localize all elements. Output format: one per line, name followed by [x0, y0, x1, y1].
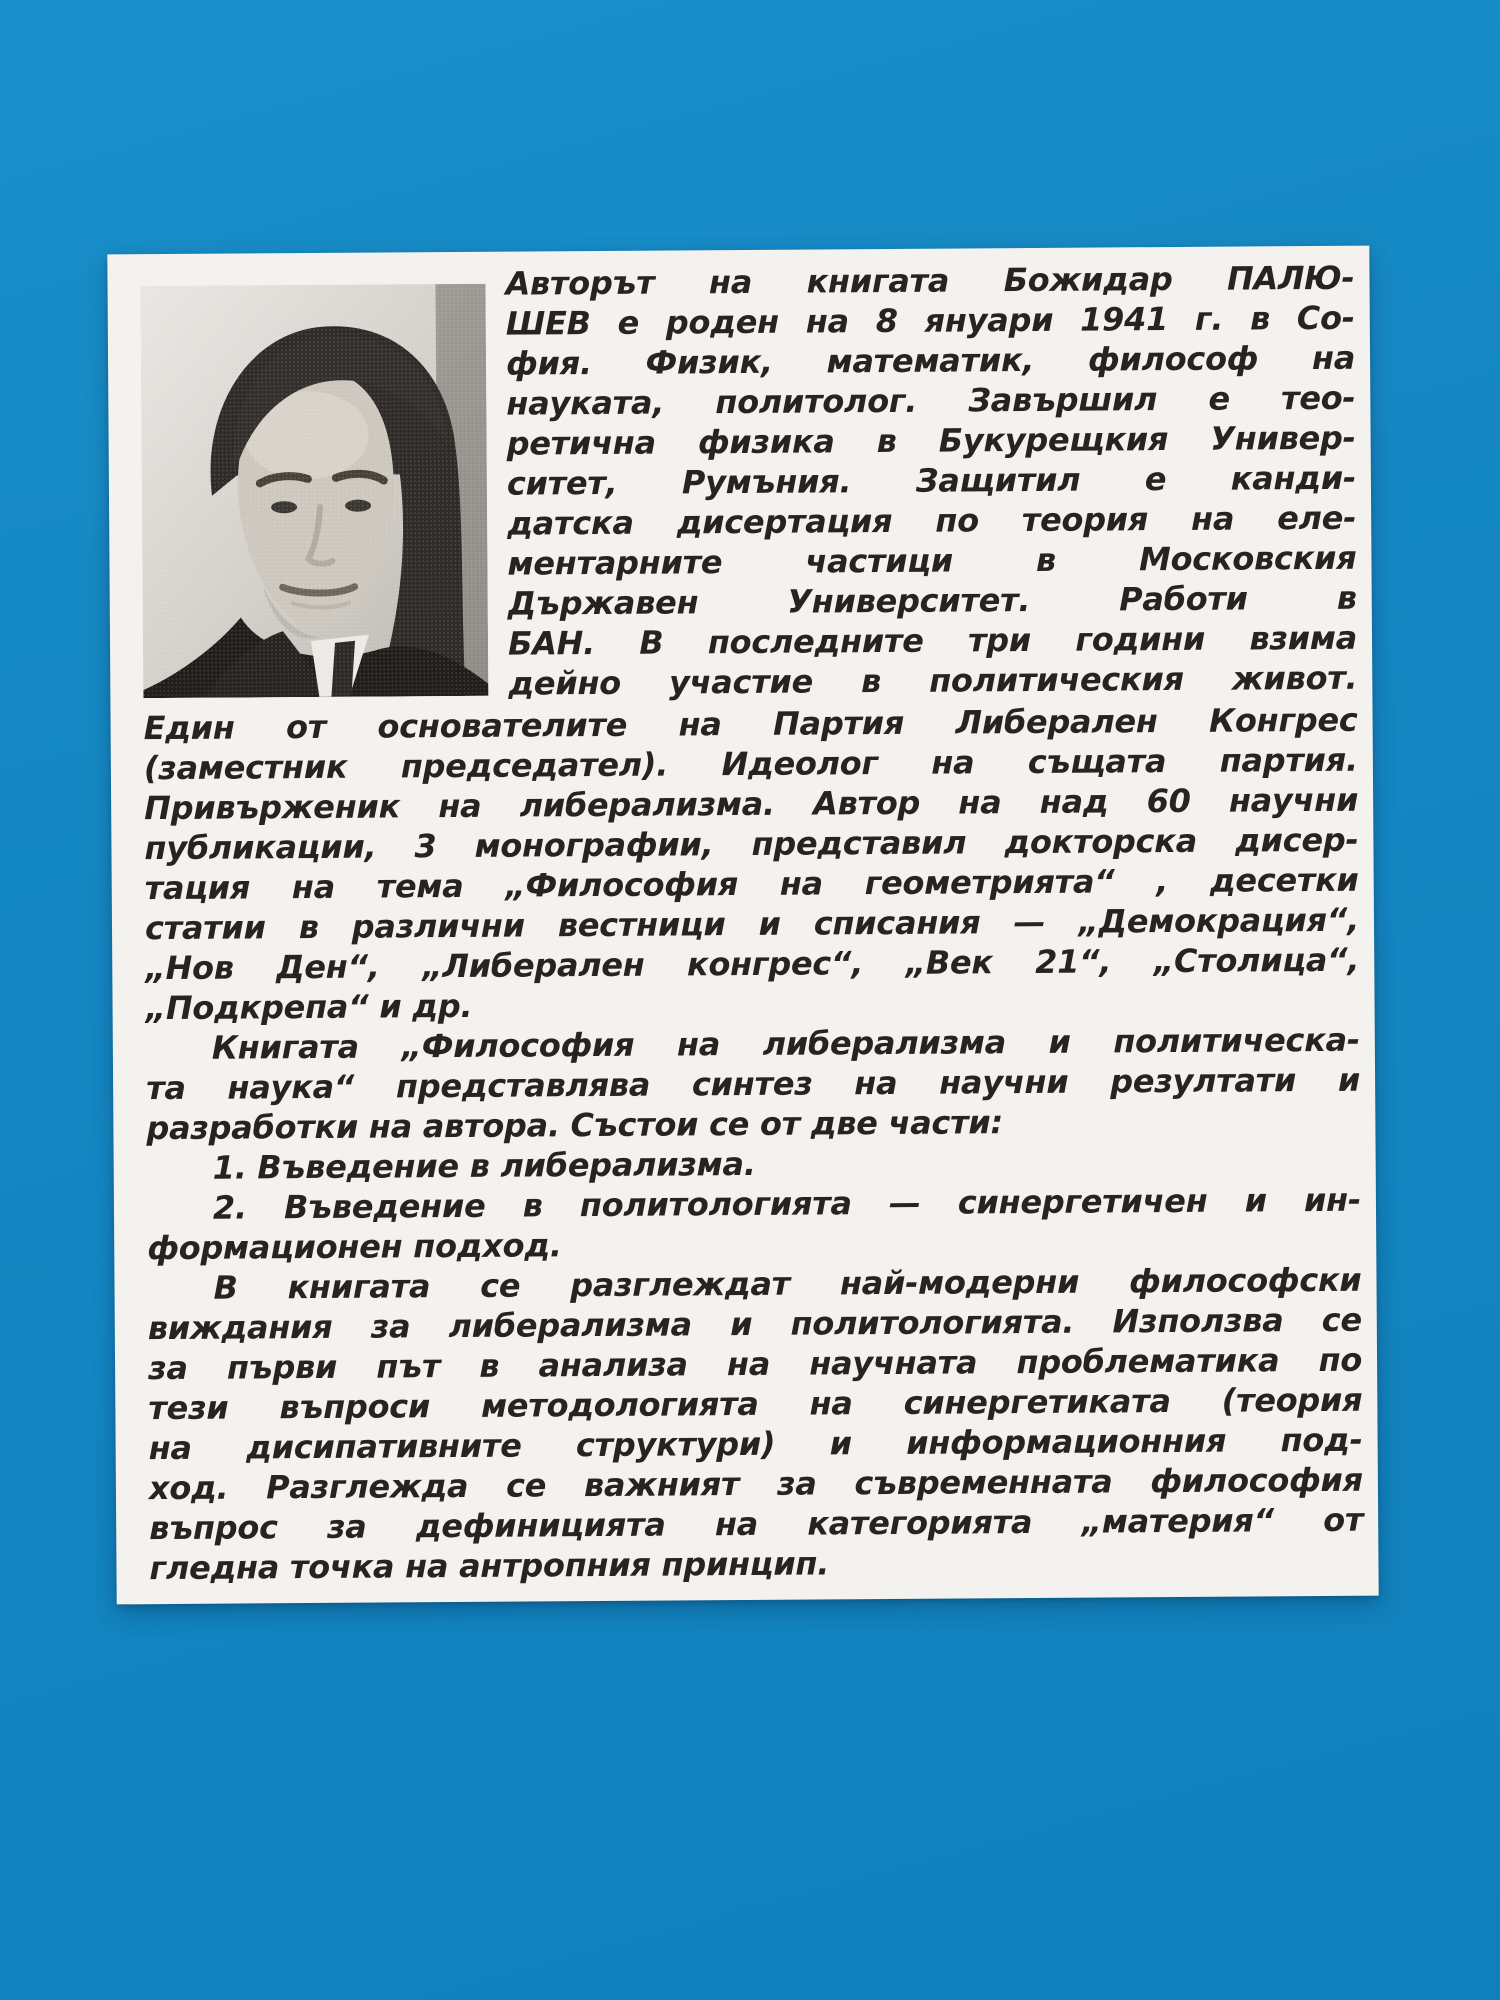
text-line: „Нов Ден“, „Либерален конгрес“, „Век 21“, „Столица“,	[145, 940, 1360, 988]
author-portrait-graphic	[141, 284, 489, 698]
text-line: публикации, 3 монографии, представил докторска дисер-	[144, 820, 1359, 868]
text-line: Книгата „Философия на либерализма и политическа-	[211, 1020, 1360, 1067]
text-line: Един от основателите на Партия Либерален Конгрес	[143, 700, 1358, 748]
text-line: ход. Разглежда се важният за съвременната философия	[148, 1460, 1363, 1508]
text-line: Привърженик на либерализма. Автор на над 60 научни	[144, 780, 1359, 828]
author-bio-label	[107, 246, 1378, 1605]
text-line: датска дисертация по теория на еле-	[507, 498, 1357, 543]
text-line: ментарните частици в Московския	[507, 538, 1357, 583]
text-line: „Подкрепа“ и др.	[145, 986, 473, 1028]
text-line: въпрос за дефиницията на категорията „материя“ от	[149, 1500, 1364, 1548]
text-line: (заместник председател). Идеолог на същата партия.	[143, 740, 1358, 788]
text-line: ситет, Румъния. Защитил е канди-	[506, 458, 1357, 503]
text-line: тация на тема „Философия на геометрията“ , десетки	[144, 860, 1359, 908]
text-line: науката, политолог. Завършил е тео-	[506, 378, 1356, 423]
text-line: разработки на автора. Състои се от две части:	[146, 1103, 1004, 1148]
text-line: 1. Въведение в либерализма.	[212, 1144, 756, 1187]
text-line: статии в различни вестници и списания — „Демокрация“,	[144, 900, 1360, 948]
intro-text-column	[505, 258, 1357, 704]
text-line: ретична физика в Букурещкия Универ-	[506, 418, 1356, 463]
text-line: 2. Въведение в политологията — синергетичен и ин-	[212, 1180, 1362, 1227]
text-line: формационен подход.	[147, 1226, 562, 1268]
text-line: ШЕВ е роден на 8 януари 1941 г. в Со-	[505, 298, 1355, 343]
text-line: виждания за либерализма и политологията. Използва се	[147, 1300, 1362, 1348]
author-photo	[141, 284, 489, 698]
text-line: дейно участие в политическия живот.	[508, 658, 1358, 703]
text-line: на дисипативните структури) и информационния под-	[148, 1420, 1363, 1468]
text-line: фия. Физик, математик, философ на	[505, 338, 1356, 383]
body-text-section	[143, 700, 1363, 1588]
text-line: гледна точка на антропния принцип.	[149, 1544, 830, 1588]
text-line: Авторът на книгата Божидар ПАЛЮ-	[505, 258, 1355, 303]
text-line: Държавен Университет. Работи в	[507, 578, 1357, 623]
text-line: та наука“ представлява синтез на научни резултати и	[145, 1060, 1361, 1108]
text-line: В книгата се разглеждат най-модерни философски	[213, 1260, 1362, 1307]
text-line: тези въпроси методологията на синергетиката (теория	[148, 1380, 1363, 1428]
text-line: за първи път в анализа на научната проблематика по	[147, 1340, 1363, 1388]
text-line: БАН. В последните три години взима	[507, 618, 1358, 663]
intro-section	[140, 258, 1357, 706]
